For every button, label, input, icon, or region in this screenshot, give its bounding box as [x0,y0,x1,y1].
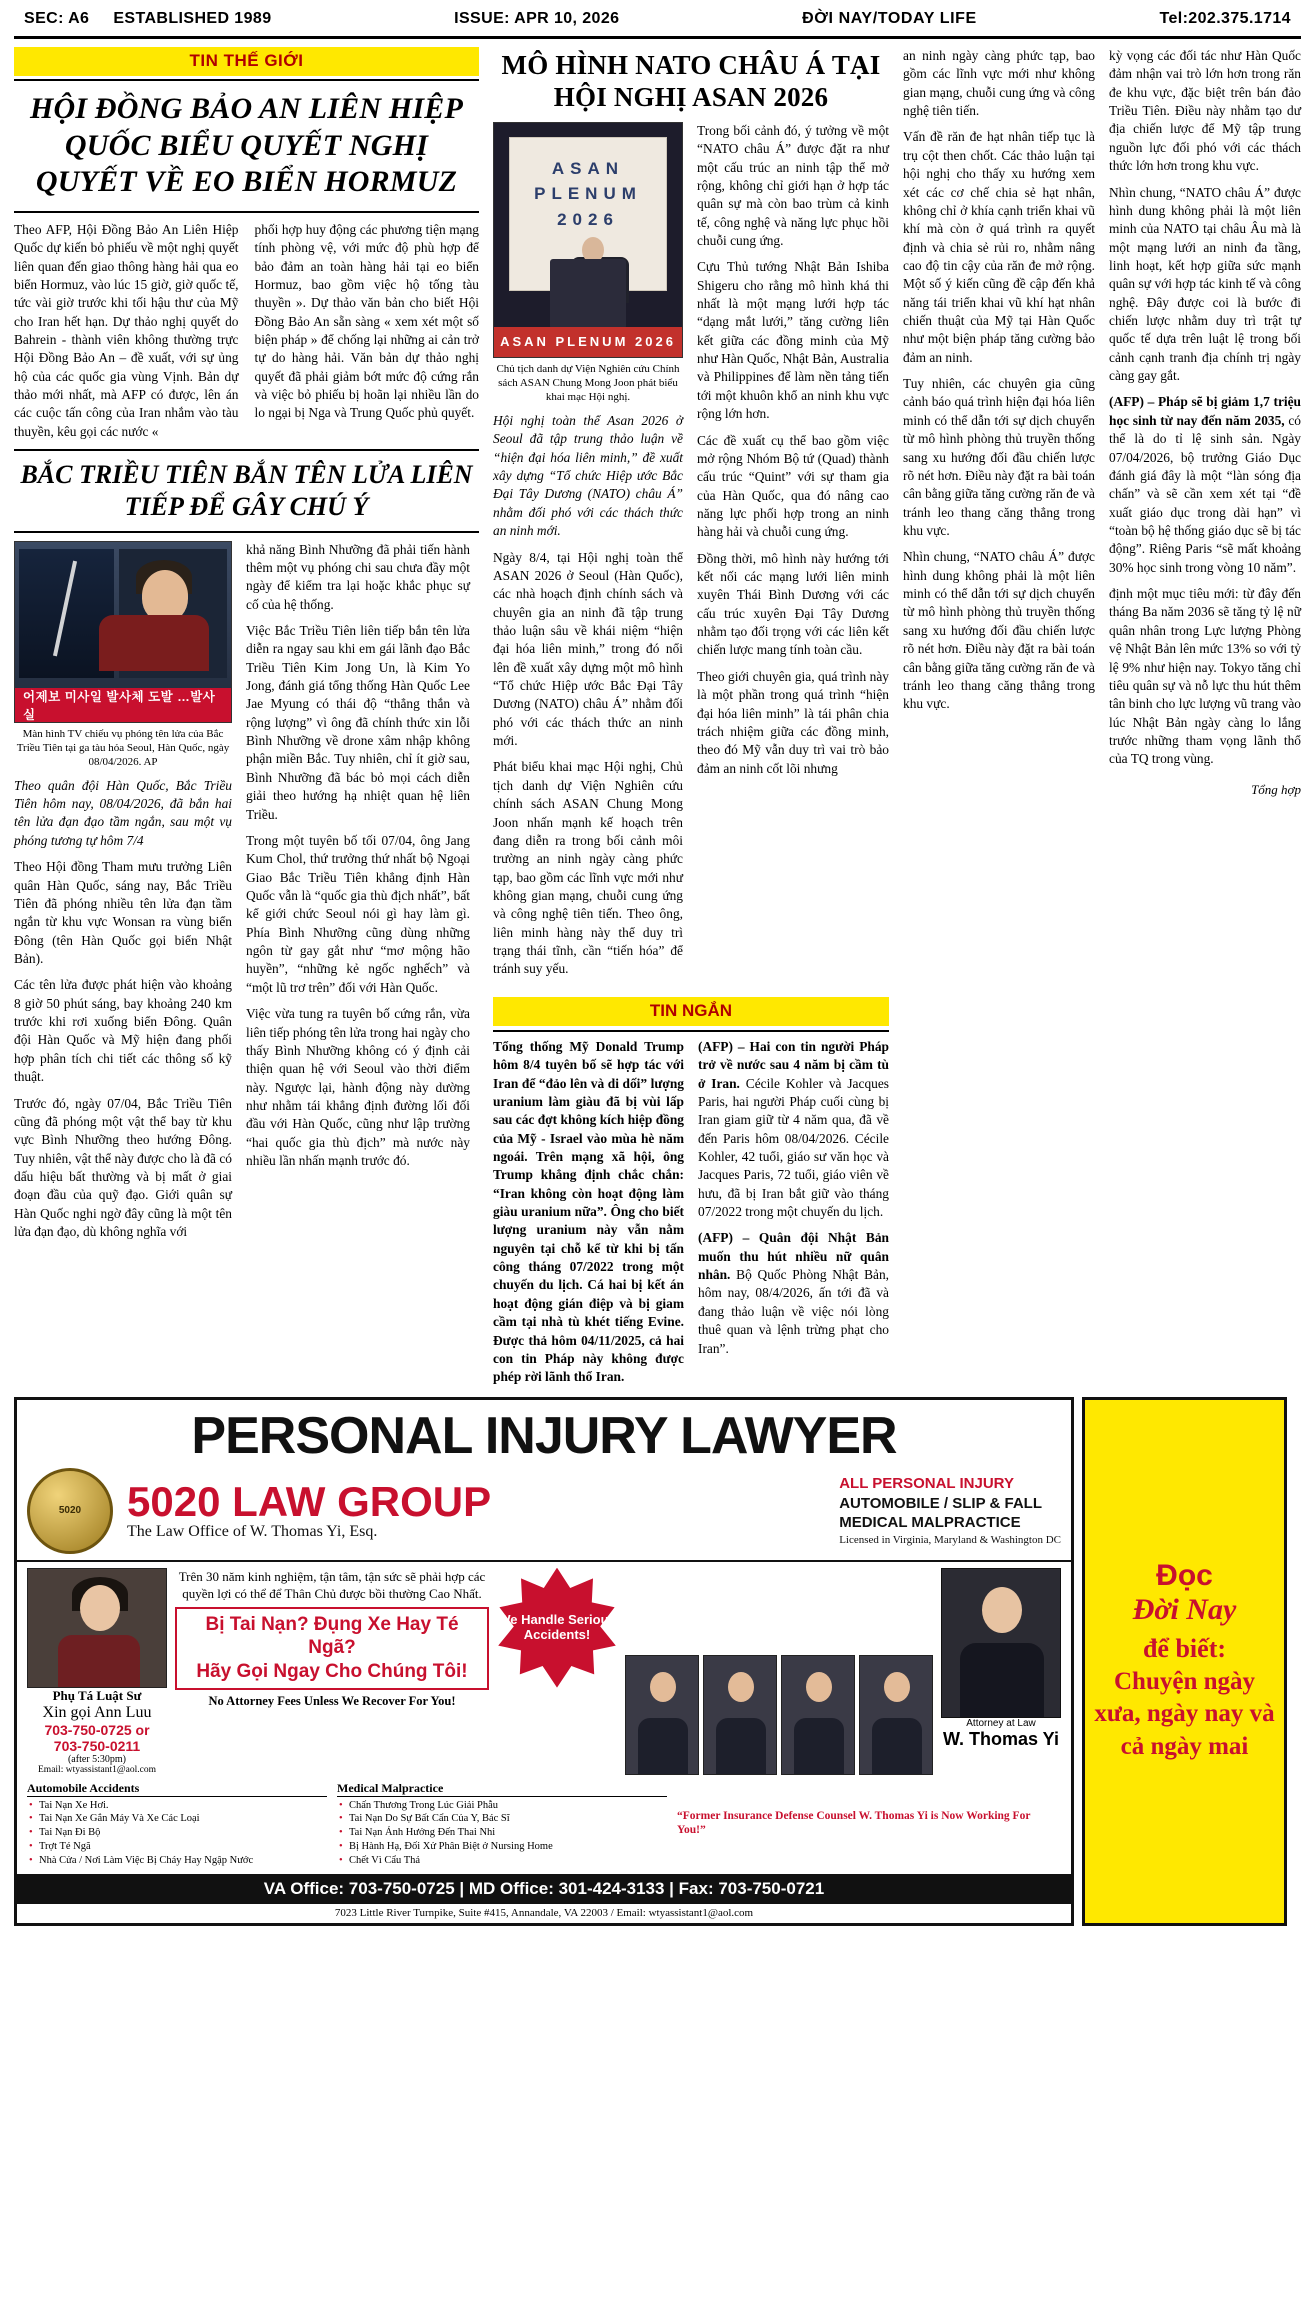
ad-footer-phones[interactable]: VA Office: 703-750-0725 | MD Office: 301-424-3133 | Fax: 703-750-0721 [17,1874,1071,1904]
column-middle [493,47,889,1387]
ad-auto-heading: Automobile Accidents [27,1781,327,1797]
brief-2-lead: (AFP) – Quân đội Nhật Bản muốn thu hút nhiều nữ quân nhân. [698,1230,889,1283]
ad-footer-address: 7023 Little River Turnpike, Suite #415, Annandale, VA 22003 / Email: wtyassistant1@aol.com [334,1906,754,1919]
ad-services-title: ALL PERSONAL INJURY [839,1475,1014,1493]
assistant-phone-2-note: (after 5:30pm) [67,1753,127,1765]
ad-auto-item: • Tai Nạn Xe Hơi. [39,1799,327,1813]
paper-title: ĐỜI NAY/TODAY LIFE [802,10,977,27]
article2-lead [14,777,232,850]
article3-c3-para-1: an ninh ngày càng phức tạp, bao gồm các lĩnh vực mới như không gian mạng, chuỗi cung ứng và công nghệ tiên tiến. [903,48,1095,119]
ad-medical-item: • Tai Nạn Ảnh Hưởng Đến Thai Nhi [349,1826,667,1840]
article1-body [14,221,479,441]
attorney-body [960,1643,1044,1717]
tv-broadcast-photo [14,541,232,723]
staff-portrait [859,1655,933,1775]
ad-auto-list [27,1799,327,1868]
article3-c3-para-6: Nhìn chung, “NATO châu Á” được hình dung không phải là một liên minh của NATO tại châu Âu mà là một mạng lưới an ninh đa tầng, linh hoạt, kết hợp giữa sức mạnh quân sự với hợp tác kinh tế và công nghệ. Đây được coi là bước đi chiến lược nhằm duy trì trật tự quốc tế dựa trên luật lệ trong bối cảnh cạnh tranh địa chính trị ngày càng gay gắt. [1109,184,1301,384]
article3-c1-para-1: Ngày 8/4, tại Hội nghị toàn thể ASAN 2026 ở Seoul (Hàn Quốc), các nhà hoạch định chính sách và chuyên gia an ninh đã tập trung thảo luận sâu về khái niệm “hiện đại hóa liên minh,” trong đó nổi lên đề xuất xây dựng một mô hình “Tổ chức Hiệp ước Bắc Đại Tây Dương (NATO) châu Á” nhằm đối phó với các thách thức an ninh mới. [493,549,683,749]
ad-staff-photos [625,1568,933,1775]
backdrop-line-3: 2026 [557,209,619,229]
tv-ticker: 어제보 미사일 발사체 도발 …발사 실 [15,688,231,722]
ad-personal-injury-lawyer[interactable] [14,1397,1074,1926]
article3-col1 [493,549,683,979]
ad-medical-item: • Chết Vì Cẩu Thả [349,1854,667,1868]
article3-lead-text: Hội nghị toàn thể Asan 2026 ở Seoul đã tập trung thảo luận về “hiện đại hóa liên minh,” đề xuất xây dựng “Tổ chức Hiệp ước Bắc Đại Tây Dương (NATO) châu Á” nhằm đối phó với các thách thức an ninh mới. [493,413,683,539]
article3-headline: MÔ HÌNH NATO CHÂU Á TẠI HỘI NGHỊ ASAN 2026 [501,50,881,113]
ad-attorney-block [941,1568,1061,1775]
column-left [14,47,479,1387]
staff-portrait [781,1655,855,1775]
ad-auto-item: • Tai Nạn Xe Gắn Máy Và Xe Các Loại [39,1812,327,1826]
article3-c1-para-2: Phát biểu khai mạc Hội nghị, Chủ tịch danh dự Viện Nghiên cứu chính sách ASAN Chung Mong Joon nhấn mạnh kế hoạch trên đang diễn ra trong bối cảnh môi trường an ninh ngày càng phức tạp, bao gồm các lĩnh vực mới như không gian mạng, chuỗi cung ứng và công nghệ tiên tiến. Theo ông, liên minh hàng này thể duy trì trạng thái tĩnh, cần “tiến hóa” để tránh suy yếu. [493,759,683,977]
ad-medical-item: • Bị Hành Hạ, Đối Xử Phân Biệt ở Nursing Home [349,1840,667,1854]
article3-col2 [697,122,889,987]
assistant-photo [27,1568,167,1688]
ad-service-columns [17,1781,1071,1874]
brief-item [493,1038,684,1387]
brief-3-lead: (AFP) – Hai con tin người Pháp trở về nước sau 4 năm bị cầm tù ở Iran. [698,1038,889,1091]
podium [550,259,625,329]
ad-medical-list [337,1799,667,1868]
ad-burst-text: We Handle Serious Accidents! [498,1611,616,1642]
article3-c2-para-1: Trong bối cảnh đó, ý tưởng về một “NATO châu Á” được đặt ra như một cấu trúc an ninh tập thể mở rộng, không chỉ giới hạn ở hợp tác quân sự mà còn bao trùm cả kinh tế, công nghệ và năng lực phục hồi chuỗi cung ứng. [697,122,889,248]
assistant-name: Xin gọi Ann Luu [42,1703,152,1721]
article3-c2-para-4: Đồng thời, mô hình này hướng tới kết nối các mạng lưới liên minh xuyên Thái Bình Dương với các cấu trúc xuyên Đại Tây Dương nhằm tạo đối trọng với các liên kết chiến lược mang tính toàn cầu. [697,550,889,658]
staff-portrait [625,1655,699,1775]
ad-assistant-block [27,1568,167,1775]
article1-para-2: phối hợp huy động các phương tiện mạng tính phòng vệ, với mức độ phù hợp để bảo đảm an toàn hàng hải tại eo biển Hormuz, bao gồm việc hộ tống tàu thuyền ». Dự thảo văn bản cho biết Hội Đồng Bảo An sẵn sàng « xem xét một số biện pháp » để chống lại những ai cản trở tự do hàng hải. Văn bản dự thảo nghị quyết đã phải giảm bớt mức độ cứng rắn và việc bỏ phiếu bị hoãn lại nhiều lần do lo ngại bị Nga và Trung Quốc phủ quyết. [254,221,479,421]
section-label: SEC: A6 [24,10,90,27]
assistant-phone-1[interactable]: 703-750-0725 or [44,1721,150,1738]
ad-cta-line-2: Hãy Gọi Ngay Cho Chúng Tôi! [196,1661,468,1683]
article2-lead-text: Theo quân đội Hàn Quốc, Bắc Triều Tiên hôm nay, 08/04/2026, đã bắn hai tên lửa đạn đạo tầm ngắn, sau một vụ phóng tương tự hôm 7/4 [14,777,232,848]
assistant-email[interactable]: Email: wtyassistant1@aol.com [38,1764,156,1775]
backdrop-text [494,156,682,233]
brief-5-text: có thể là do tỉ lệ sinh sản. Ngày 07/04/2026, bộ trưởng Giáo Dục đánh giá đây là một “làn sóng địa chấn” và sẽ cần xem xét tại “đề xuất giáo dục trong dài hạn” vì “toàn bộ hệ thống giáo dục sẽ bị tác động”. Riêng Paris “sẽ mất khoảng 30% học sinh trong vòng 10 năm”. [1109,412,1301,575]
assistant-role: Phụ Tá Luật Sư [52,1687,142,1703]
brief-item [1109,393,1301,577]
brief-2-text: Bộ Quốc Phòng Nhật Bản, hôm nay, 08/4/2026, ấn tới đã và đang thảo luận về việc nói lòng thuê quan và lệnh trừng phạt cho Iran”. [698,1267,889,1356]
article3-col3a [903,47,1095,798]
article3-c3-para-2: kỳ vọng các đối tác như Hàn Quốc đảm nhận vai trò lớn hơn trong răn đe khu vực, đặc biệt trên bán đảo Triều Tiên. Điều này nhằm tạo dư địa chiến lược để Mỹ tập trung nguồn lực đối phó với các thách thức lớn hơn trong khu vực. [1109,48,1301,174]
ad-medical-item: • Tai Nạn Do Sự Bất Cẩn Của Y, Bác Sĩ [349,1812,667,1826]
article3-c3-para-3: Vấn đề răn đe hạt nhân tiếp tục là trụ cột then chốt. Các thảo luận tại hội nghị cho thấy xu hướng xem xét các cơ chế chia sẻ hạt nhân, không chỉ ở khía cạnh triển khai vũ khí mà còn ở quá trình ra quyết định và chia sẻ rủi ro, nhằm nâng cao độ tin cậy của răn đe mở rộng. Một số ý kiến cũng đề cập đến khả năng tái triển khai vũ khí hạt nhân chiến thuật của Mỹ tại Hàn Quốc như một biện pháp tăng cường bảo đảm an ninh. [903,129,1095,365]
ad-auto-column [27,1781,327,1868]
ad-quote-block [677,1781,1061,1868]
ad-services-block [839,1474,1061,1547]
column-right-inner [903,47,1301,798]
article1-para-1: Theo AFP, Hội Đồng Bảo An Liên Hiệp Quốc dự kiến bỏ phiếu về một nghị quyết liên quan đến giao thông hàng hải qua eo biển Hormuz, vào lúc 15 giờ, giờ quốc tế, tức vài giờ trước khi tối hậu thư của Mỹ cho Iran hết hạn. Dự thảo nghị quyết do Bahrein - thành viên không thường trực Hội Đồng Bảo An – đề xuất, với sự ủng hộ của các quốc gia vùng Vịnh. Bản dự thảo mới nhất, mà AFP có được, lên án các cuộc tấn công của Iran nhắm vào tàu thuyền, kêu gọi các nước « [14,221,239,439]
briefs-col-left [493,1038,889,1387]
attorney-head [982,1587,1022,1633]
side-ad-line-3: để biết: [1142,1634,1227,1664]
article3-c3-para-4: Tuy nhiên, các chuyên gia cũng cảnh báo quá trình hiện đại hóa liên minh có thể dẫn tới sự dịch chuyển từ mô hình phòng thủ truyền thống sang xu hướng đối đầu chiến lược rõ nét hơn. Điều này đặt ra bài toán cân bằng giữa tăng cường răn đe và tránh leo thang căng thẳng trong khu vực. [903,376,1095,538]
brief-3-text: Cécile Kohler và Jacques Paris, hai người Pháp cuối cùng bị Iran giam giữ từ 4 năm qua, đã về đến Paris hôm 08/04/2026. Cécile Kohler, 42 tuổi, giáo sư văn học và Jacques Paris, 72 tuổi, giáo viên về hưu, đã bị Iran bắt giữ vào tháng 07/2022 trong một chuyến du lịch. [698,1075,889,1220]
article2-left-body [14,858,232,1241]
side-ad-line-2: Đời Nay [1132,1593,1237,1627]
ad-call-to-action[interactable] [175,1607,489,1690]
brief-5-lead: (AFP) – Pháp sẽ bị giảm 1,7 triệu học sinh từ nay đến năm 2035, [1109,394,1301,428]
ad-pitch-block [175,1568,489,1775]
article3-c2-para-2: Cựu Thủ tướng Nhật Bản Ishiba Shigeru cho rằng mô hình khá thi nhất là một mạng lưới hợp tác “dạng mắt lưới,” tăng cường liên kết giữa các đồng minh của Mỹ như Hàn Quốc, Nhật Bản, Australia và Philippines để làm nền tảng tiến tới một khuôn khổ an ninh khu vực rộng lớn hơn. [697,259,889,422]
backdrop-line-2: PLENUM [534,184,642,204]
article3-c2-para-5: Theo giới chuyên gia, quá trình này là một phần trong quá trình “hiện đại hóa liên minh” là tái phân chia trách nhiệm giữa các đồng minh, theo đó Mỹ vẫn duy trì vai trò bảo đảm an ninh cốt lõi nhưng [697,668,889,776]
section-tag-world: TIN THẾ GIỚI [14,47,479,76]
side-ad-line-4: Chuyện ngày xưa, ngày nay và cả ngày mai [1094,1667,1275,1760]
ad-license-line: Licensed in Virginia, Maryland & Washington DC [839,1533,1061,1546]
ad-seal-icon [27,1468,113,1554]
ad-title: PERSONAL INJURY LAWYER [191,1406,897,1465]
ad-medical-item: • Chấn Thương Trong Lúc Giải Phẫu [349,1799,667,1813]
article3-c2-para-3: Các đề xuất cụ thể bao gồm việc mở rộng Nhóm Bộ tứ (Quad) thành cấu trúc “Quint” với sự tham gia của Hàn Quốc, qua đó nâng cao năng lực phối hợp trong an ninh hàng hải và chuỗi cung ứng. [697,432,889,540]
brief-1-text: Tổng thống Mỹ Donald Trump hôm 8/4 tuyên bố sẽ hợp tác với Iran để “đảo lên và di dối” lượng uranium làm giàu đã bị vùi lấp sau các đợt không kích hiệp đồng của Mỹ - Israel vào mùa hè năm ngoái. Trên mạng xã hội, ông Trump khẳng định chắc chắn: “Iran không còn hoạt động làm giàu uranium nữa”. Ông cho biết lượng uranium này vẫn nằm nguyên tại chỗ kể từ khi bị tấn công tháng 07/2022 trong một chuyến du lịch. Cá hai bị kết án hoạt động gián điệp và bị giam cầm tại nhà tù khét tiếng Evine. Được thả hôm 04/11/2025, cả hai con tin Pháp này không được phép rời lãnh thổ Iran. [493,1038,684,1385]
article3-col3b [1109,47,1301,798]
ad-lawgroup-block [127,1477,492,1541]
article1-headline: HỘI ĐỒNG BẢO AN LIÊN HIỆP QUỐC BIỂU QUYẾT NGHỊ QUYẾT VỀ EO BIỂN HORMUZ [29,92,464,199]
asan-plenum-photo [493,122,683,358]
article2-right-para-2: Việc Bắc Triều Tiên liên tiếp bắn tên lửa diễn ra ngay sau khi em gái lãnh đạo Bắc Triều Tiên Kim Jong Un, là Kim Yo Jong, đánh giá tổng thống Hàn Quốc Lee Jae Myung có thái độ “thẳng thắn và rộng lượng” vì ông đã chính thức xin lỗi Bình Nhưỡng về drone xâm nhập không phận miền Bắc. Tuy nhiên, chỉ ít giờ sau, Bình Nhưỡng đã bác bỏ mọi cách diễn giải theo hướng hạ nhiệt quan hệ liên Triều. [246,622,470,822]
ad-medical-heading: Medical Malpractice [337,1781,667,1797]
ad-header-row [17,1462,1071,1554]
article2-left-para-3: Trước đó, ngày 07/04, Bắc Triều Tiên cũng đã phóng một vật thể bay từ khu vực Bình Nhưỡng theo hướng Đông. Tuy nhiên, vật thể này được cho là đã có dấu hiệu bất thường và bị mất ở giai đoạn đầu của quỹ đạo. Giới quân sự Hàn Quốc nghi ngờ đây cũng là một tên lửa đạn đạo, dù không nghĩa với [14,1095,232,1240]
staff-portrait [703,1655,777,1775]
article2-right-para-3: Trong một tuyên bố tối 07/04, ông Jang Kum Chol, thứ trưởng thứ nhất bộ Ngoại Giao Bắc Triều Tiên khẳng định Hàn Quốc vẫn là “quốc gia thù địch nhất”, bất kể giới chức Seoul nói gì hay làm gì. Phía Bình Nhưỡng cũng dùng những ngôn từ gay gắt như “mơ mộng hão huyền”, “những kẻ ngốc nghếch” và “một lũ trơ trên” đối với Hàn Quốc. [246,832,470,995]
assistant-phone-2[interactable]: 703-750-0211 [53,1737,141,1754]
side-advertisement[interactable] [1082,1397,1287,1926]
ad-law-group-name: 5020 LAW GROUP [127,1477,492,1525]
ad-law-office-line: The Law Office of W. Thomas Yi, Esq. [127,1522,378,1540]
anchor-body [99,615,209,671]
ad-auto-item: • Trợt Té Ngã [39,1840,327,1854]
article3-c3-para-5: Nhìn chung, “NATO châu Á” được hình dung không phải là một liên minh có thể dẫn tới sự dịch chuyển từ mô hình phòng thủ truyền thống sang xu hướng đối đầu chiến lược rõ nét hơn. Điều này đặt ra bài toán cân bằng giữa tăng cường răn đe và tránh leo thang căng thẳng trong khu vực. [903,549,1095,712]
byline-tonghop: Tổng hợp [1251,781,1301,797]
assistant-body [58,1635,140,1687]
ad-auto-item: • Nhà Cửa / Nơi Làm Việc Bị Cháy Hay Ngập Nước [39,1854,327,1868]
article2-right-para-4: Việc vừa tung ra tuyên bố cứng rắn, vừa liên tiếp phóng tên lửa trong hai ngày cho thấy Bình Nhưỡng không có ý định cải thiện quan hệ với Seoul vào thời điểm này. Ngược lại, hành động này dường như nhằm tái khẳng định đường lối đối đầu với Hàn Quốc, cũng như lập trường “hai quốc gia thù địch” mà nước này nhiều lần nhấn mạnh trước đó. [246,1006,470,1169]
attorney-quote: “Former Insurance Defense Counsel W. Thomas Yi is Now Working For You!” [677,1810,1031,1837]
brief-item [698,1229,889,1358]
established-label: ESTABLISHED 1989 [113,10,272,27]
issue-label: ISSUE: APR 10, 2026 [454,10,620,27]
article2-top [14,541,479,1250]
column-right [903,47,1301,1387]
ad-auto-item: • Tai Nạn Đi Bộ [39,1826,327,1840]
attorney-photo [941,1568,1061,1718]
backdrop-line-1: ASAN [551,158,625,178]
brief-item [698,1038,889,1222]
article2-media [14,541,232,1250]
assistant-head [80,1585,120,1631]
ad-no-fee-line: No Attorney Fees Unless We Recover For You! [208,1693,456,1708]
article2-right-body [246,541,470,1250]
ad-middle-row [17,1562,1071,1781]
side-ad-line-1: Đọc [1156,1559,1213,1593]
section-tag-brief: TIN NGẮN [493,997,889,1026]
masthead-left [24,10,272,28]
ad-medical-column [337,1781,667,1868]
ad-starburst-badge [497,1568,617,1688]
article3-media [493,122,683,987]
article2-right-para-1: khả năng Bình Nhưỡng đã phải tiến hành thêm một vụ phóng chi sau chưa đầy một ngày để kiểm tra lại hoặc khắc phục sự cố của hệ thống. [246,541,470,612]
article2-caption: Màn hình TV chiếu vụ phóng tên lửa của Bắc Triều Tiên tại ga tàu hỏa Seoul, Hàn Quốc, ngày 08/04/2026. AP [16,727,230,768]
photo-banner-strip: ASAN PLENUM 2026 [494,327,682,357]
ad-service-line-1: AUTOMOBILE / SLIP & FALL [839,1494,1042,1512]
ad-viet-note: Trên 30 năm kinh nghiệm, tận tâm, tận sức sẽ phải hợp các quyền lợi có thể để Thân Chủ được bồi thường Cao Nhất. [178,1568,486,1602]
ad-service-line-2: MEDICAL MALPRACTICE [839,1514,1021,1532]
article2-headline: BẮC TRIỀU TIÊN BẮN TÊN LỬA LIÊN TIẾP ĐỂ GÂY CHÚ Ý [20,460,473,521]
article3-caption: Chủ tịch danh dự Viện Nghiên cứu Chính sách ASAN Chung Mong Joon phát biểu khai mạc Hội nghị. [496,362,680,403]
article3-lead [493,412,683,541]
content-area [14,39,1301,1387]
article2-left-para-2: Các tên lửa được phát hiện vào khoảng 8 giờ 50 phút sáng, bay khoảng 240 km trước khi rơi xuống biển Đông. Quân đội Hàn Quốc và Mỹ hiện đang phối hợp phân tích chi tiết các thông số kỹ thuật. [14,977,232,1085]
brief-item [1109,585,1301,769]
article3-top [493,122,889,987]
article2-left-para-1: Theo Hội đồng Tham mưu trưởng Liên quân Hàn Quốc, sáng nay, Bắc Triều Tiên đã phóng nhiều tên lửa đạn tầm ngắn từ khu vực Wonsan ra vùng biển Đông (tên Hàn Quốc gọi biển Nhật Bản). [14,859,232,966]
attorney-name: W. Thomas Yi [942,1728,1060,1749]
ad-seal-text: 5020 [58,1505,82,1517]
masthead [14,0,1301,39]
phone-label: Tel:202.375.1714 [1159,10,1291,27]
bottom-advertisement[interactable] [14,1387,1301,1926]
attorney-title: Attorney at Law [966,1717,1036,1729]
brief-4-text: định một mục tiêu mới: từ đây đến tháng Ba năm 2036 sẽ tăng tỷ lệ nữ quân nhân trong Lực lượng Phòng vệ Nhật Bản lên mức 13% so với tỷ lệ 9% như hiện nay. Tokyo tăng chỉ tiêu quân sự và nỗ lực thu hút thêm tân binh cho lực lượng vũ trang vào lúc Nhật Bản ngày càng lo lắng trước những tham vọng lãnh thổ của TQ trong vùng. [1109,586,1301,767]
ad-cta-line-1: Bị Tai Nạn? Đụng Xe Hay Té Ngã? [205,1613,459,1659]
